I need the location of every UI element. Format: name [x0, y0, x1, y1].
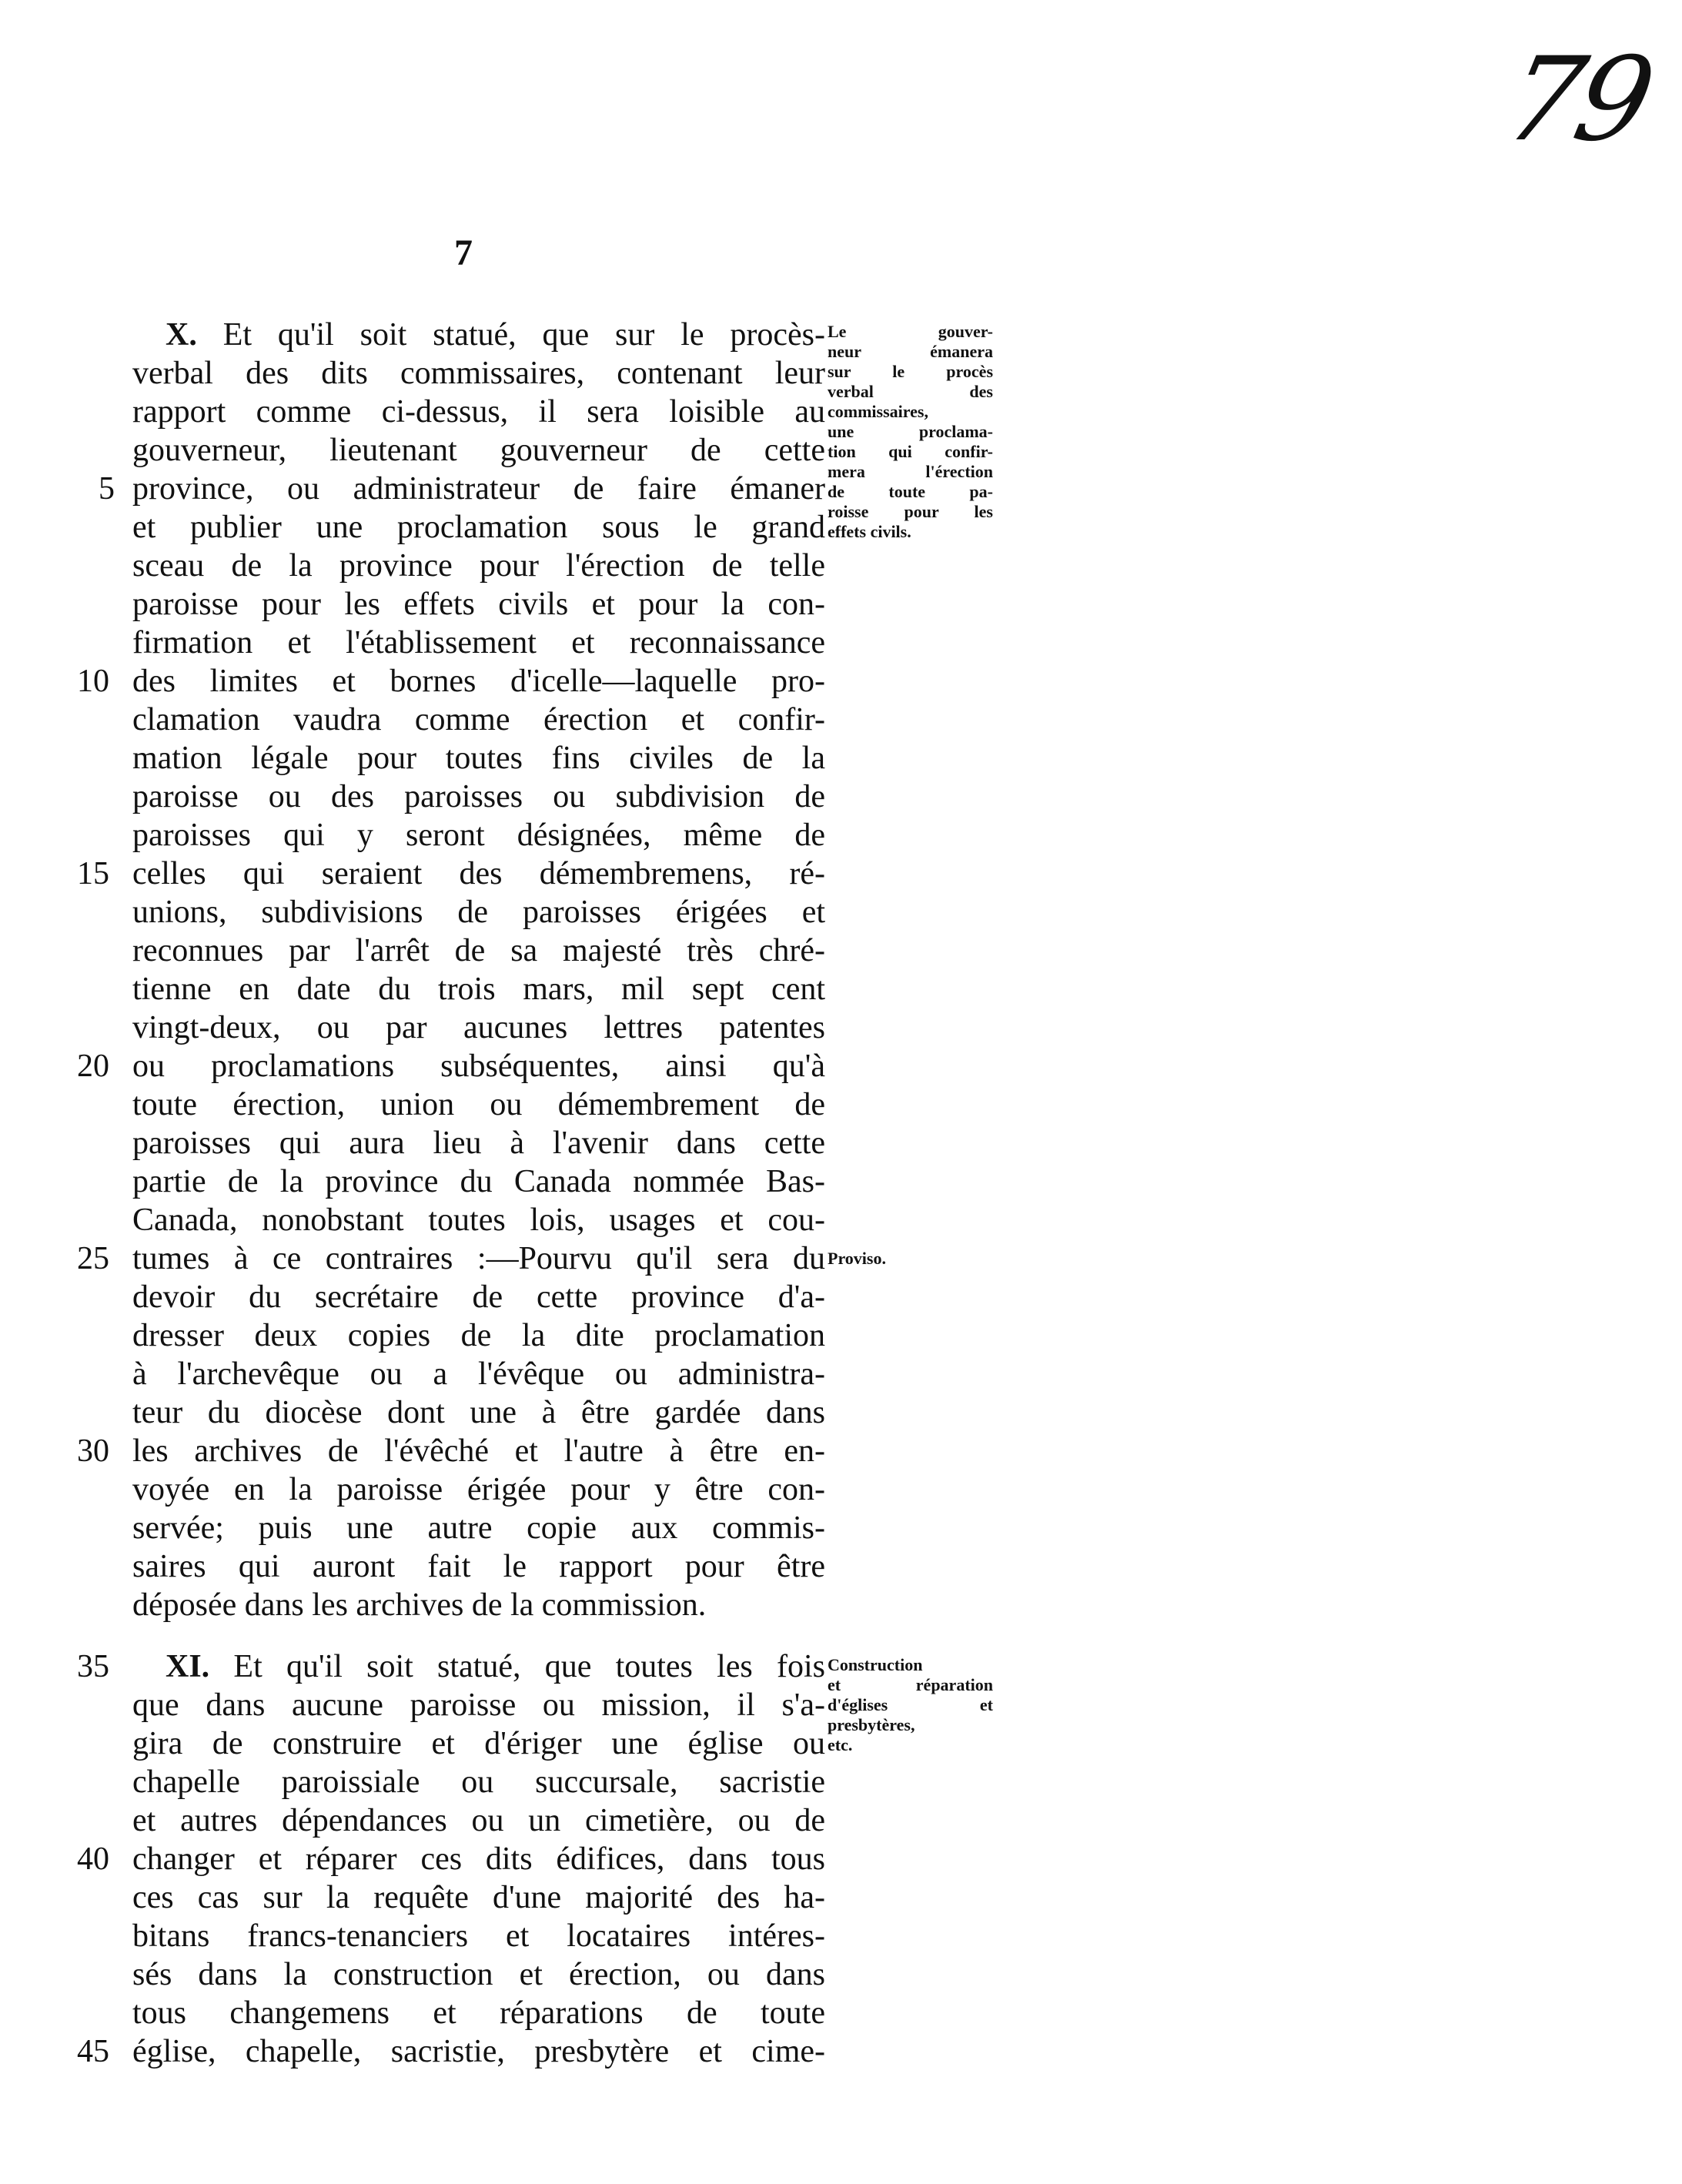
text-line: paroisses qui aura lieu à l'avenir dans cette [132, 1125, 825, 1161]
text-line: reconnues par l'arrêt de sa majesté très chré- [132, 933, 825, 968]
text-line: vingt-deux, ou par aucunes lettres patentes [132, 1010, 825, 1045]
text-line: des limites et bornes d'icelle—laquelle pro- [132, 664, 825, 699]
text-line: paroisses qui y seront désignées, même de [132, 818, 825, 853]
line-number: 30 [77, 1433, 109, 1469]
text-line: paroisse ou des paroisses ou subdivision de [132, 779, 825, 814]
line-number: 5 [99, 471, 115, 507]
handwritten-folio-number: 79 [1494, 33, 1661, 167]
text-line: déposée dans les archives de la commission. [132, 1587, 707, 1623]
text-line: clamation vaudra comme érection et confir- [132, 702, 825, 737]
margin-note-gouverneur: Le gouver- neur émanera sur le procès verbal des commissaires, une proclama- tion qui confir- mera l'érection de toute pa- roisse pour les effets civils. [828, 322, 993, 541]
line-number: 15 [77, 856, 109, 891]
text-line: celles qui seraient des démembremens, ré- [132, 856, 825, 891]
text-line: teur du diocèse dont une à être gardée dans [132, 1395, 825, 1430]
text-line: X. Et qu'il soit statué, que sur le procès- [166, 317, 826, 353]
text-line: tous changemens et réparations de toute [132, 1995, 825, 2031]
text-line: sés dans la construction et érection, ou dans [132, 1957, 825, 1992]
line-number: 10 [77, 664, 109, 699]
margin-note-proviso: Proviso. [828, 1249, 886, 1268]
line-number: 35 [77, 1649, 109, 1684]
text-line: saires qui auront fait le rapport pour être [132, 1549, 825, 1584]
margin-note-construction: Construction et réparation d'églises et presbytères, etc. [828, 1655, 993, 1754]
text-line: paroisse pour les effets civils et pour la con- [132, 587, 825, 622]
section-number: XI. [166, 1649, 210, 1684]
text-line: et autres dépendances ou un cimetière, ou de [132, 1803, 825, 1838]
text-line: église, chapelle, sacristie, presbytère et cime- [132, 2034, 825, 2069]
text-line: tienne en date du trois mars, mil sept cent [132, 972, 825, 1007]
text-line: gira de construire et d'ériger une église ou [132, 1726, 825, 1761]
text-line: que dans aucune paroisse ou mission, il s'a- [132, 1687, 825, 1723]
text-line: partie de la province du Canada nommée Bas- [132, 1164, 825, 1199]
text-line: servée; puis une autre copie aux commis- [132, 1510, 825, 1546]
text-line: unions, subdivisions de paroisses érigées et [132, 895, 825, 930]
line-number: 25 [77, 1241, 109, 1276]
text-line: rapport comme ci-dessus, il sera loisible au [132, 394, 825, 430]
text-line: Canada, nonobstant toutes lois, usages et cou- [132, 1202, 825, 1238]
text-line: mation légale pour toutes fins civiles de la [132, 741, 825, 776]
text-line: et publier une proclamation sous le grand [132, 510, 825, 545]
text-line: devoir du secrétaire de cette province d'a- [132, 1279, 825, 1315]
page-number: 7 [454, 232, 473, 273]
text-line: tumes à ce contraires :—Pourvu qu'il sera du [132, 1241, 825, 1276]
text-line: voyée en la paroisse érigée pour y être con- [132, 1472, 825, 1507]
text-line: gouverneur, lieutenant gouverneur de cette [132, 433, 825, 468]
line-number: 40 [77, 1841, 109, 1877]
text-line: chapelle paroissiale ou succursale, sacristie [132, 1764, 825, 1800]
line-number: 20 [77, 1049, 109, 1084]
text-line: à l'archevêque ou a l'évêque ou administra- [132, 1356, 825, 1392]
text-line: ces cas sur la requête d'une majorité des ha- [132, 1880, 825, 1915]
section-number: X. [166, 317, 197, 353]
text-line: dresser deux copies de la dite proclamation [132, 1318, 825, 1353]
text-line: province, ou administrateur de faire émaner [132, 471, 825, 507]
line-number: 45 [77, 2034, 109, 2069]
text-line: verbal des dits commissaires, contenant leur [132, 356, 825, 391]
text-line: les archives de l'évêché et l'autre à être en- [132, 1433, 825, 1469]
text-line: changer et réparer ces dits édifices, dans tous [132, 1841, 825, 1877]
text-line: XI. Et qu'il soit statué, que toutes les fois [166, 1649, 826, 1684]
text-line: toute érection, union ou démembrement de [132, 1087, 825, 1122]
text-line: sceau de la province pour l'érection de telle [132, 548, 825, 584]
text-line: ou proclamations subséquentes, ainsi qu'à [132, 1049, 825, 1084]
text-line: firmation et l'établissement et reconnaissance [132, 625, 825, 661]
text-line: bitans francs-tenanciers et locataires intéres- [132, 1918, 825, 1954]
